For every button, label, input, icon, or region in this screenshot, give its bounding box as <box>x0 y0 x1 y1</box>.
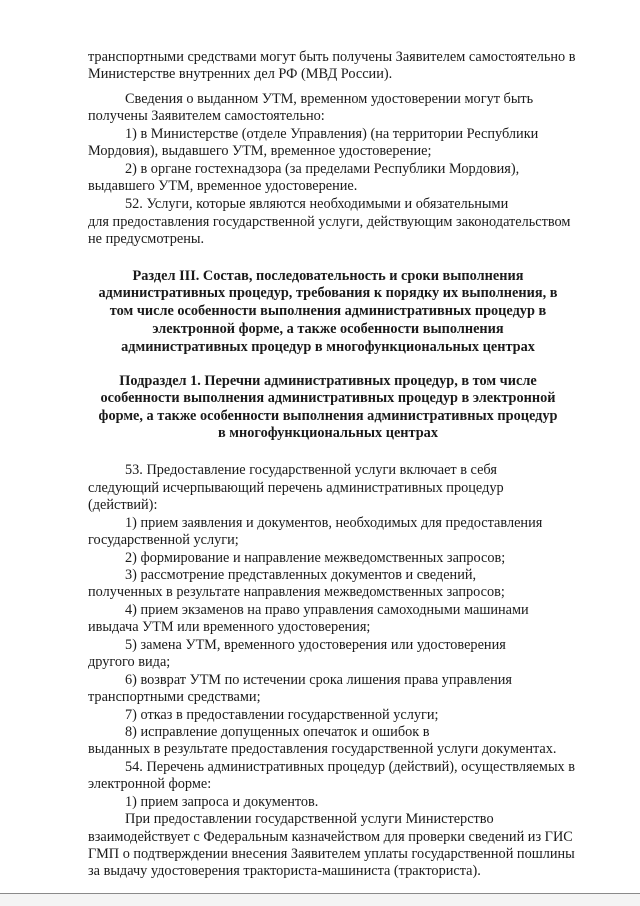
subsection-heading: в многофункциональных центрах <box>218 425 438 441</box>
text-line: 1) прием заявления и документов, необходимых для предоставления <box>125 515 543 531</box>
text-line: 1) прием запроса и документов. <box>125 794 319 810</box>
section-heading: Раздел III. Состав, последовательность и сроки выполнения <box>132 268 524 284</box>
subsection-heading: Подраздел 1. Перечни административных процедур, в том числе <box>119 373 537 389</box>
scan-bottom-edge <box>0 893 640 906</box>
text-line: ГМП о подтверждении внесения Заявителем уплаты государственной пошлины <box>88 846 575 862</box>
section-heading: административных процедур, требования к порядку их выполнения, в <box>98 285 558 301</box>
text-line: При предоставлении государственной услуги Министерство <box>125 811 494 827</box>
text-line: 6) возврат УТМ по истечении срока лишения права управления <box>125 672 512 688</box>
text-line: Сведения о выданном УТМ, временном удостоверении могут быть <box>125 91 534 107</box>
text-line: полученных в результате направления межведомственных запросов; <box>88 584 505 600</box>
text-line: 2) в органе гостехнадзора (за пределами Республики Мордовия), <box>125 161 520 177</box>
section-heading: том числе особенности выполнения административных процедур в <box>109 303 547 319</box>
text-line: получены Заявителем самостоятельно: <box>88 108 325 124</box>
subsection-heading: форме, а также особенности выполнения административных процедур <box>98 408 558 424</box>
text-line: выдавшего УТМ, временное удостоверение. <box>88 178 358 194</box>
text-line: Мордовия), выдавшего УТМ, временное удостоверение; <box>88 143 432 159</box>
section-heading: административных процедур в многофункциональных центрах <box>121 339 535 355</box>
text-line: 4) прием экзаменов на право управления самоходными машинами <box>125 602 529 618</box>
text-line: 3) рассмотрение представленных документов и сведений, <box>125 567 477 583</box>
text-line: за выдачу удостоверения тракториста-машиниста (тракториста). <box>88 863 481 879</box>
text-line: 54. Перечень административных процедур (действий), осуществляемых в <box>125 759 576 775</box>
section-heading: электронной форме, а также особенности выполнения <box>152 321 504 337</box>
text-line: 5) замена УТМ, временного удостоверения или удостоверения <box>125 637 506 653</box>
text-line: 1) в Министерстве (отделе Управления) (на территории Республики <box>125 126 539 142</box>
text-line: для предоставления государственной услуги, действующим законодательством <box>88 214 571 230</box>
text-line: Министерстве внутренних дел РФ (МВД России). <box>88 66 393 82</box>
text-line: 53. Предоставление государственной услуги включает в себя <box>125 462 497 478</box>
text-line: государственной услуги; <box>88 532 239 548</box>
subsection-heading: особенности выполнения административных процедур в электронной <box>100 390 556 406</box>
text-line: (действий): <box>88 497 158 513</box>
text-line: 8) исправление допущенных опечаток и ошибок в <box>125 724 430 740</box>
text-line: следующий исчерпывающий перечень административных процедур <box>88 480 504 496</box>
text-line: другого вида; <box>88 654 171 670</box>
text-line: не предусмотрены. <box>88 231 205 247</box>
text-line: взаимодействует с Федеральным казначейством для проверки сведений из ГИС <box>88 829 573 845</box>
text-line: 7) отказ в предоставлении государственной услуги; <box>125 707 439 723</box>
text-line: 52. Услуги, которые являются необходимыми и обязательными <box>125 196 509 212</box>
text-line: электронной форме: <box>88 776 212 792</box>
text-line: выданных в результате предоставления государственной услуги документах. <box>88 741 557 757</box>
text-line: транспортными средствами могут быть получены Заявителем самостоятельно в <box>88 49 576 65</box>
text-line: 2) формирование и направление межведомственных запросов; <box>125 550 506 566</box>
text-line: ивыдача УТМ или временного удостоверения; <box>88 619 371 635</box>
text-line: транспортными средствами; <box>88 689 261 705</box>
